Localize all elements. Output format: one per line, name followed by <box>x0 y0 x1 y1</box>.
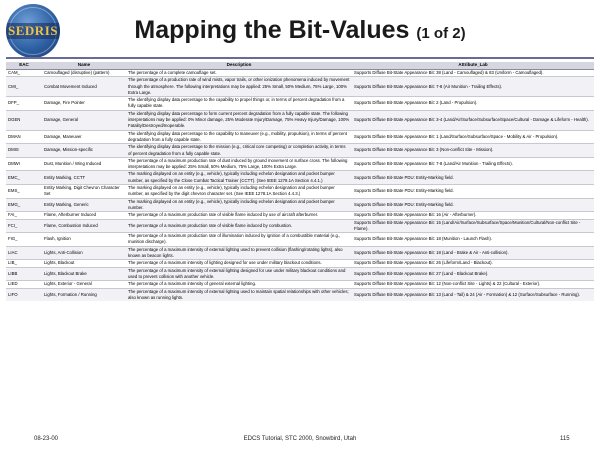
eac-cell: CMI_ <box>6 77 42 97</box>
description-cell: The percentage of a maximum production rate of visible flame induced by use of aircraft afterburner. <box>126 212 352 219</box>
eac-cell: LIAC <box>6 246 42 260</box>
table-row <box>6 130 594 144</box>
description-cell: The percentage of a maximum intensity of external lighting used to prevent collision (flashing/rotating lights), also known as beacon lights. <box>126 246 352 260</box>
description-cell: The marking displayed on an entity (e.g., vehicle), typically including echelon designation and pocket bumper number, as specified by the digit chevron character set. (See IEEE 1278.1A Section 4.4.3.) <box>126 185 352 199</box>
eac-cell: EMC_ <box>6 171 42 185</box>
description-cell: The percentage of a maximum production rate of dust induced by ground movement or surface cross. The following interpretations may be applied: 25% Small, 50% Medium, 75% Large, 100% Extra Large. <box>126 157 352 171</box>
attribute-cell: Supports Diffuse Bit-State Appearance Bit: 3 (Non-conflict Site - Mission). <box>352 144 594 158</box>
table-row <box>6 157 594 171</box>
header-description: Description <box>126 62 352 70</box>
attribute-cell: Supports Diffuse Bit-State PDU: Entity-Marking field. <box>352 185 594 199</box>
table-row <box>6 171 594 185</box>
attribute-cell: Supports Diffuse Bit-State Appearance Bit: 7-8 (Land/Air Munition - Trailing Effects). <box>352 157 594 171</box>
table-row <box>6 219 594 233</box>
name-cell: Damage, General <box>42 110 126 130</box>
name-cell: Entity Marking, Digit Chevron Character Set <box>42 185 126 199</box>
attribute-cell: Supports Diffuse Bit-State Appearance Bit: 18 (Land - Brake & Air - Anti-collision). <box>352 246 594 260</box>
eac-cell: DGEN <box>6 110 42 130</box>
eac-cell: FAI_ <box>6 212 42 219</box>
footer-date: 08-23-00 <box>34 436 59 442</box>
attribute-cell: Supports Diffuse Bit-State Appearance Bit: 18 (Munition - Launch Flash). <box>352 233 594 247</box>
description-cell: The marking displayed on an entity (e.g., vehicle), typically including echelon designation and pocket bumper number, as specified by the Close Combat Tactical Trainer (CCTT). (See IEEE 1278.1A Section 4.4.1.) <box>126 171 352 185</box>
eac-cell: LIBB <box>6 267 42 281</box>
header-eac: EAC <box>6 62 42 70</box>
name-cell: Damage, Maneuver <box>42 130 126 144</box>
name-cell: Flash, Ignition <box>42 233 126 247</box>
eac-cell: CAM_ <box>6 70 42 77</box>
description-cell: The percentage of a complete camouflage set. <box>126 70 352 77</box>
eac-cell: FCI_ <box>6 219 42 233</box>
eac-cell: LIB_ <box>6 260 42 267</box>
attribute-cell: Supports Diffuse Bit-State PDU: Entity-Marking field. <box>352 171 594 185</box>
attribute-cell: Supports Diffuse Bit-State Appearance Bit: 27 (Land - Blackout Brake). <box>352 267 594 281</box>
name-cell: Dust, Munition / Wing Induced <box>42 157 126 171</box>
description-cell: The identifying display data percentage to the capability to maneuver (e.g., mobility, propulsion), in terms of percent degradation from a fully capable state. <box>126 130 352 144</box>
name-cell: Lights, Exterior - General <box>42 281 126 288</box>
attribute-cell: Supports Diffuse Bit-State Appearance Bit: 12 (Non-conflict Site - Lights) & 22 (Cultural - Exterior). <box>352 281 594 288</box>
footer-center: EDCS Tutorial, STC 2000, Snowbird, Utah <box>243 436 357 442</box>
description-cell: The percentage of a maximum production rate of illumination induced by ignition of a combustible material (e.g., munition discharge). <box>126 233 352 247</box>
eac-cell: EMS_ <box>6 185 42 199</box>
eac-cell: DMIS <box>6 144 42 158</box>
name-cell: Combat Movement Induced <box>42 77 126 97</box>
name-cell: Damage, Fire Pointer <box>42 97 126 111</box>
table-row <box>6 185 594 199</box>
eac-cell: LIED <box>6 281 42 288</box>
description-cell: The percentage of a maximum intensity of lighting designed for use under military blackout conditions. <box>126 260 352 267</box>
attribute-cell: Supports Diffuse Bit-State Appearance Bit: 16 (Air - Afterburner). <box>352 212 594 219</box>
attribute-cell: Supports Diffuse Bit-State Appearance Bit: 1 (Land/Surface/Subsurface/Space - Mobility & Air - Propulsion). <box>352 130 594 144</box>
name-cell: Entity Marking, Generic <box>42 198 126 212</box>
attribute-cell: Supports Diffuse Bit-State Appearance Bit: 2 (Land - Propulsion). <box>352 97 594 111</box>
title-divider <box>6 57 594 59</box>
table-row <box>6 77 594 97</box>
table-row <box>6 288 594 301</box>
description-cell: The identifying display data percentage to the mission (e.g., critical core competing) or completion activity, in terms of percent degradation from a fully capable state. <box>126 144 352 158</box>
table-row <box>6 144 594 158</box>
name-cell: Entity Marking, CCTT <box>42 171 126 185</box>
table-row <box>6 97 594 111</box>
table-row <box>6 110 594 130</box>
description-cell: The percentage of a maximum production rate of visible flame induced by combustion. <box>126 219 352 233</box>
name-cell: Damage, Mission-specific <box>42 144 126 158</box>
description-cell: The identifying display data percentage to the capability to propel things or, in terms of percent degradation from a fully capable state. <box>126 97 352 111</box>
table-header-row <box>6 62 594 70</box>
attribute-cell: Supports Diffuse Bit-State Appearance Bit: 38 (Land - Camouflaged) & 83 (Uniform - Camouflaged). <box>352 70 594 77</box>
name-cell: Flame, Combustion Induced <box>42 219 126 233</box>
eac-cell: DMWI <box>6 157 42 171</box>
header-name: Name <box>42 62 126 70</box>
description-cell: The marking displayed on an entity (e.g., vehicle), typically including echelon designation and pocket bumper number. <box>126 198 352 212</box>
title-main: Mapping the Bit-Values <box>134 16 410 44</box>
table-row <box>6 212 594 219</box>
description-cell: The percentage of a maximum intensity of external lighting designed for use under military blackout conditions and used to prevent collision with another vehicle. <box>126 267 352 281</box>
eac-cell: DMAN <box>6 130 42 144</box>
table-row <box>6 233 594 247</box>
description-cell: The identifying display data percentage to form current percent degradation from a fully capable state. The following interpretations may be applied: 0% Minor damage, 25% Moderate Injury/Damage, 75% Heavy Injury/Damage, 100% Fatality/Destroyed/Inoperable. <box>126 110 352 130</box>
header-attribute-lab: Attribute_Lab <box>352 62 594 70</box>
name-cell: Camouflaged (disruptive) (pattern) <box>42 70 126 77</box>
table-row <box>6 70 594 77</box>
table-row <box>6 198 594 212</box>
description-cell: The percentage of a maximum intensity of external lighting used to maintain spatial relationships with other vehicles; also known as running lights. <box>126 288 352 301</box>
attribute-cell: Supports Diffuse Bit-State Appearance Bit: 15 (Land/Air/Surface/Subsurface/Space/Munition/Cultural/Non-conflict Site - Flame). <box>352 219 594 233</box>
table-row <box>6 260 594 267</box>
slide-title <box>0 16 600 45</box>
title-part: (1 of 2) <box>416 25 466 42</box>
table-row <box>6 281 594 288</box>
attribute-cell: Supports Diffuse Bit-State Appearance Bit: 7-8 (Air Munition - Trailing Effects). <box>352 77 594 97</box>
logo-text: SEDRIS <box>8 23 58 38</box>
page-number: 115 <box>560 436 570 442</box>
attribute-cell: Supports Diffuse Bit-State PDU: Entity-Marking field. <box>352 198 594 212</box>
table-row <box>6 246 594 260</box>
name-cell: Lights, Blackout <box>42 260 126 267</box>
bit-values-table <box>6 62 594 301</box>
name-cell: Lights, Blackout Brake <box>42 267 126 281</box>
table-row <box>6 267 594 281</box>
eac-cell: DFP_ <box>6 97 42 111</box>
description-cell: The percentage of a maximum intensity of general external lighting. <box>126 281 352 288</box>
attribute-cell: Supports Diffuse Bit-State Appearance Bit: 26 (Lifeform/Land - Blackout). <box>352 260 594 267</box>
name-cell: Lights, Formation / Running <box>42 288 126 301</box>
eac-cell: LIFO <box>6 288 42 301</box>
name-cell: Flame, Afterburner Induced <box>42 212 126 219</box>
table-body <box>6 70 594 302</box>
eac-cell: FIG_ <box>6 233 42 247</box>
attribute-cell: Supports Diffuse Bit-State Appearance Bit: 3-4 (Land/Air/Surface/Subsurface/Space/Cultural - Damage & Lifeform - Health). <box>352 110 594 130</box>
eac-cell: EMG_ <box>6 198 42 212</box>
attribute-cell: Supports Diffuse Bit-State Appearance Bit: 13 (Land - Tail) & 24 (Air - Formation) & 12 (Surface/Subsurface - Running). <box>352 288 594 301</box>
description-cell: The percentage of a production rate of wind mists, vapor trails, or other ionization phenomena induced by movement through the atmosphere. The following interpretations may be applied: 25% Small, 50% Medium, 75% Large, 100% Extra Large. <box>126 77 352 97</box>
name-cell: Lights, Anti-Collision <box>42 246 126 260</box>
